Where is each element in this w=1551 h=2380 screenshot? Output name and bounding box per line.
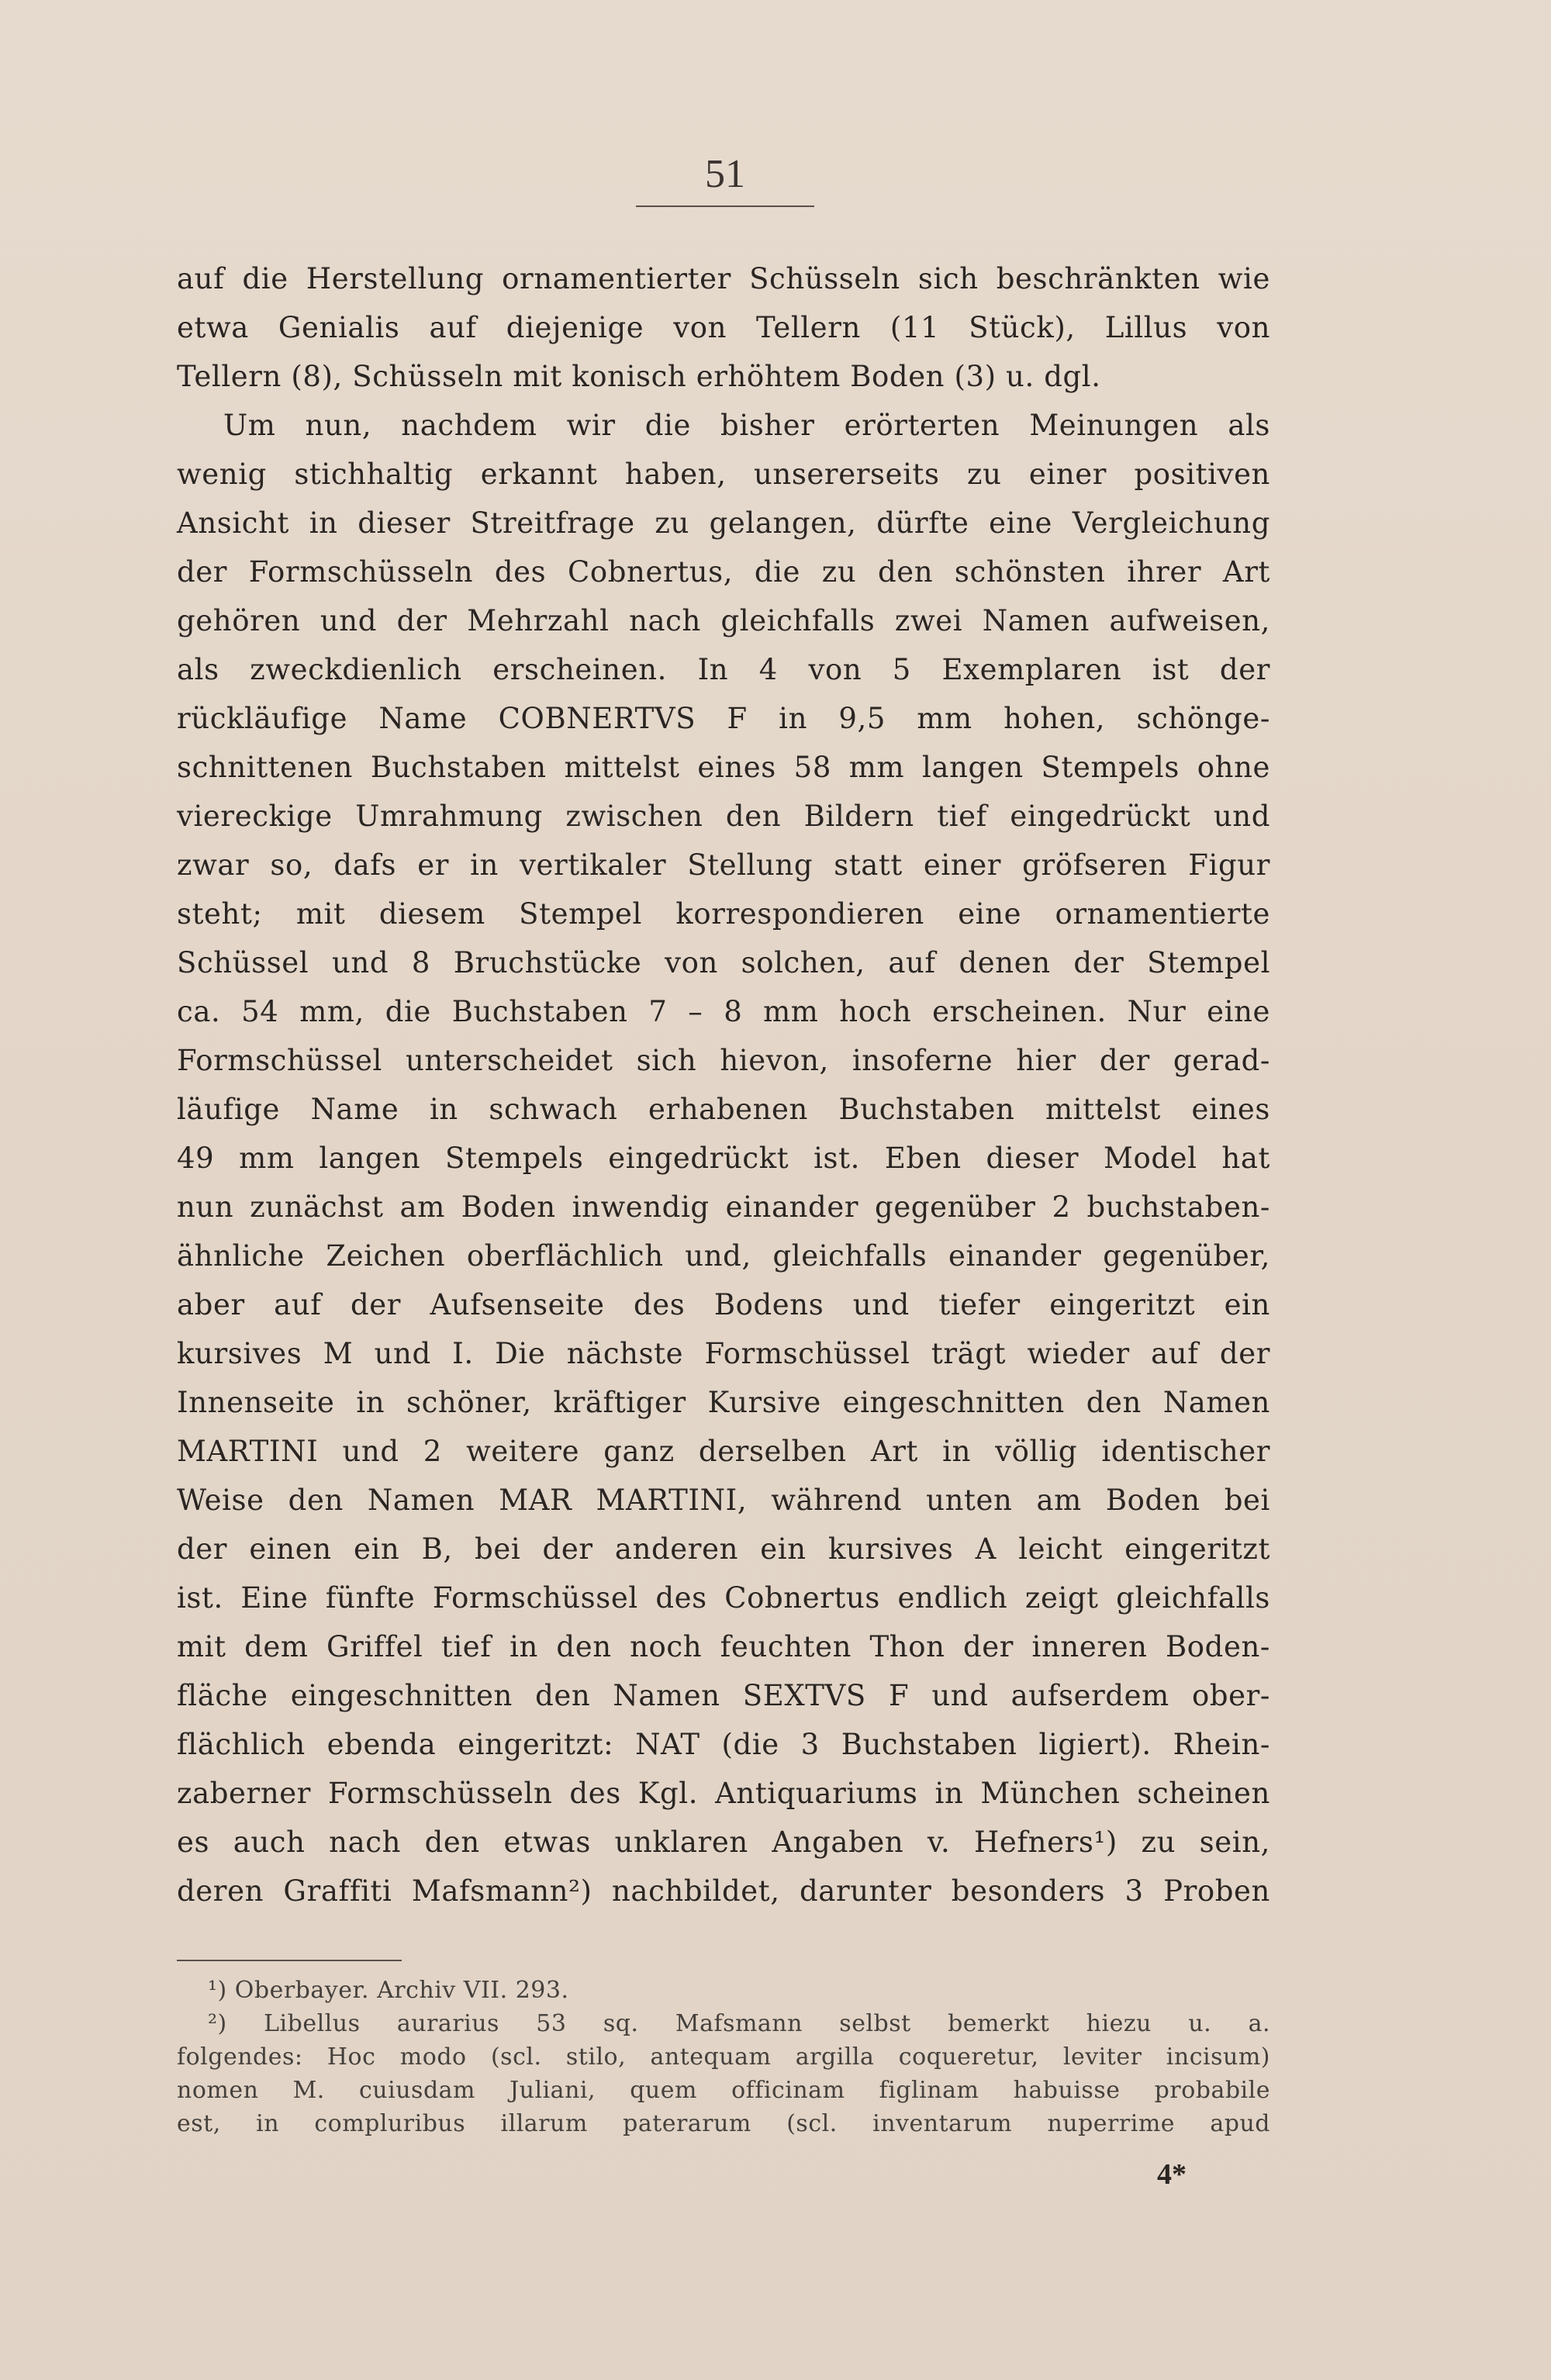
text-line: als zweckdienlich erscheinen. In 4 von 5 Exemplaren ist der	[177, 653, 1270, 686]
text-line: etwa Genialis auf diejenige von Tellern (11 Stück), Lillus von	[177, 311, 1270, 344]
text-line: Ansicht in dieser Streitfrage zu gelangen, dürfte eine Vergleichung	[177, 506, 1270, 540]
text-line: Schüssel und 8 Bruchstücke von solchen, auf denen der Stempel	[177, 946, 1270, 979]
text-line: Um nun, nachdem wir die bisher erörterten Meinungen als	[223, 409, 1270, 442]
text-line: auf die Herstellung ornamentierter Schüsseln sich beschränkten wie	[177, 262, 1270, 295]
text-line: kursives M und I. Die nächste Formschüssel trägt wieder auf der	[177, 1337, 1270, 1370]
page-header	[636, 151, 814, 207]
text-line: flächlich ebenda eingeritzt: NAT (die 3 Buchstaben ligiert). Rhein-	[177, 1728, 1270, 1761]
text-line: ca. 54 mm, die Buchstaben 7 – 8 mm hoch erscheinen. Nur eine	[177, 995, 1270, 1028]
text-line: MARTINI und 2 weitere ganz derselben Art in völlig identischer	[177, 1435, 1270, 1468]
signature-mark: 4*	[1157, 2158, 1187, 2191]
text-line: fläche eingeschnitten den Namen SEXTVS F und aufserdem ober-	[177, 1679, 1270, 1712]
text-line: rückläufige Name COBNERTVS F in 9,5 mm hohen, schönge-	[177, 702, 1270, 735]
text-line: ist. Eine fünfte Formschüssel des Cobnertus endlich zeigt gleichfalls	[177, 1581, 1270, 1615]
text-line: läufige Name in schwach erhabenen Buchstaben mittelst eines	[177, 1093, 1270, 1126]
text-line: deren Graffiti Mafsmann²) nachbildet, darunter besonders 3 Proben	[177, 1874, 1270, 1908]
footnote-line: est, in compluribus illarum paterarum (scl. inventarum nuperrime apud	[177, 2110, 1270, 2137]
text-line: Formschüssel unterscheidet sich hievon, insoferne hier der gerad-	[177, 1044, 1270, 1077]
body-text	[177, 254, 1270, 1915]
footnote-line: folgendes: Hoc modo (scl. stilo, antequam argilla coqueretur, leviter incisum)	[177, 2043, 1270, 2071]
text-line: der einen ein B, bei der anderen ein kursives A leicht eingeritzt	[177, 1532, 1270, 1566]
text-line: der Formschüsseln des Cobnertus, die zu den schönsten ihrer Art	[177, 555, 1270, 589]
page-number: 51	[705, 152, 745, 196]
text-line: Tellern (8), Schüsseln mit konisch erhöhtem Boden (3) u. dgl.	[177, 360, 1101, 393]
footnote-rule	[177, 1960, 402, 1961]
footnote-line: ²) Libellus aurarius 53 sq. Mafsmann selbst bemerkt hiezu u. a.	[208, 2010, 1270, 2037]
footnotes	[177, 1974, 1270, 2140]
text-line: es auch nach den etwas unklaren Angaben v. Hefners¹) zu sein,	[177, 1826, 1270, 1859]
text-line: schnittenen Buchstaben mittelst eines 58 mm langen Stempels ohne	[177, 751, 1270, 784]
text-line: aber auf der Aufsenseite des Bodens und tiefer eingeritzt ein	[177, 1288, 1270, 1321]
text-line: zwar so, dafs er in vertikaler Stellung statt einer gröfseren Figur	[177, 848, 1270, 882]
text-line: zaberner Formschüsseln des Kgl. Antiquariums in München scheinen	[177, 1777, 1270, 1810]
text-line: viereckige Umrahmung zwischen den Bildern tief eingedrückt und	[177, 800, 1270, 833]
footnote-line: ¹) Oberbayer. Archiv VII. 293.	[208, 1977, 569, 2004]
text-line: steht; mit diesem Stempel korrespondieren eine ornamentierte	[177, 897, 1270, 931]
text-line: gehören und der Mehrzahl nach gleichfalls zwei Namen aufweisen,	[177, 604, 1270, 637]
text-line: Innenseite in schöner, kräftiger Kursive eingeschnitten den Namen	[177, 1386, 1270, 1419]
text-line: ähnliche Zeichen oberflächlich und, gleichfalls einander gegenüber,	[177, 1239, 1270, 1273]
text-line: nun zunächst am Boden inwendig einander gegenüber 2 buchstaben-	[177, 1190, 1270, 1224]
footnote-line: nomen M. cuiusdam Juliani, quem officinam figlinam habuisse probabile	[177, 2077, 1270, 2104]
header-rule	[636, 206, 814, 207]
text-line: wenig stichhaltig erkannt haben, unsererseits zu einer positiven	[177, 458, 1270, 491]
text-line: mit dem Griffel tief in den noch feuchten Thon der inneren Boden-	[177, 1630, 1270, 1663]
text-line: 49 mm langen Stempels eingedrückt ist. Eben dieser Model hat	[177, 1142, 1270, 1175]
text-line: Weise den Namen MAR MARTINI, während unten am Boden bei	[177, 1484, 1270, 1517]
